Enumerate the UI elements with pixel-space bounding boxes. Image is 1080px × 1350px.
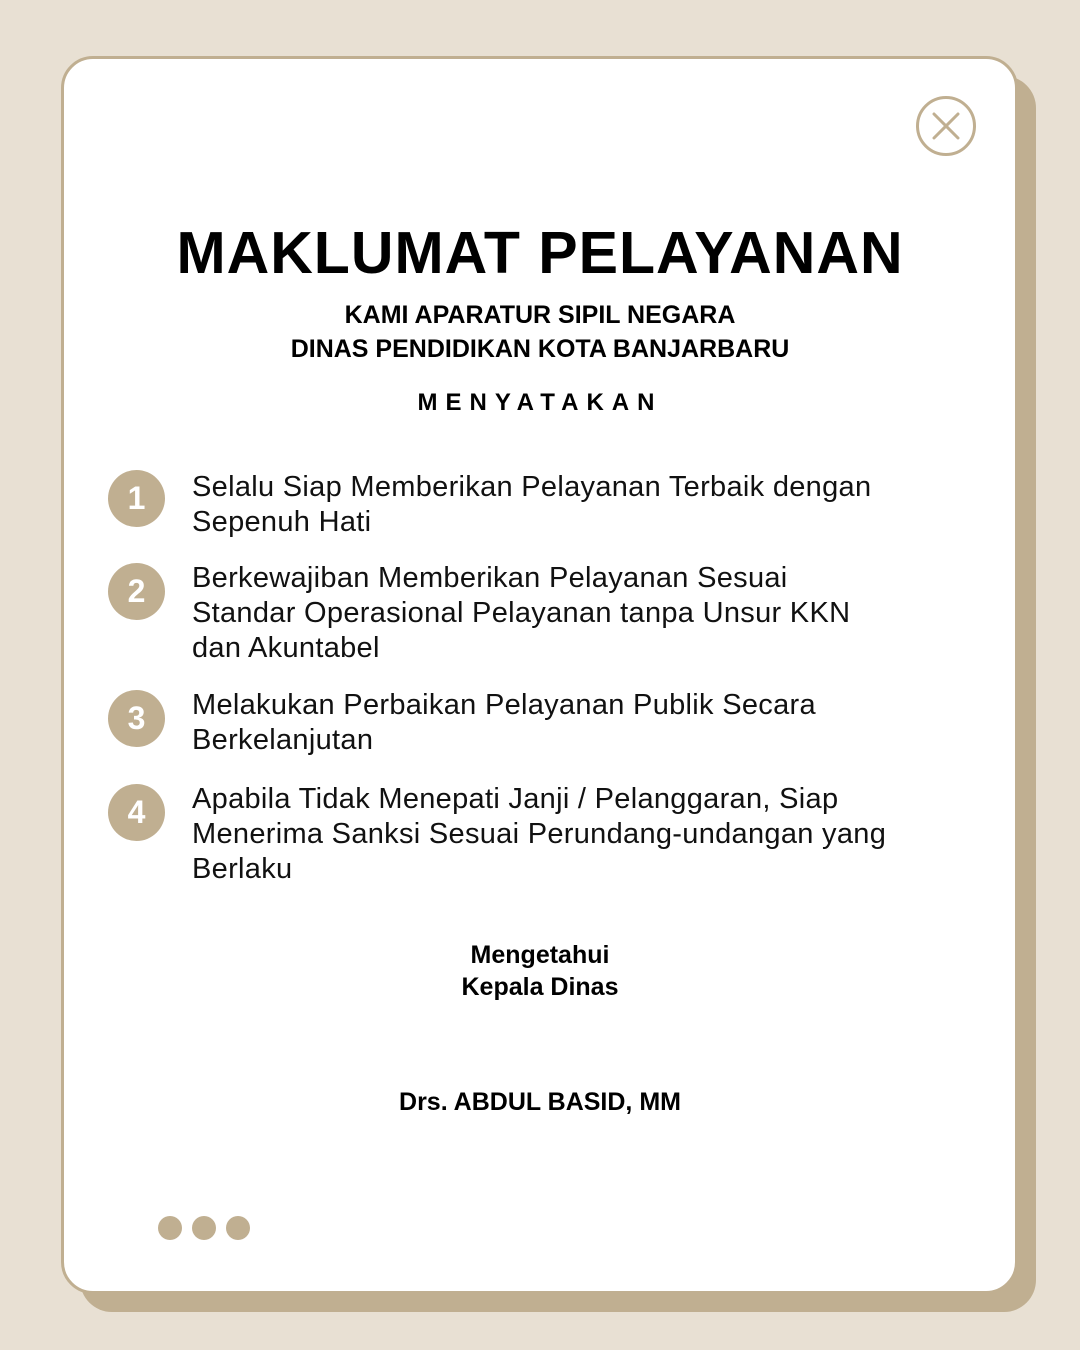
close-button[interactable]: [916, 96, 976, 156]
more-dots-icon[interactable]: [158, 1216, 260, 1240]
item-text: [192, 782, 992, 887]
number-badge: 1: [108, 470, 165, 527]
number-badge: 3: [108, 690, 165, 747]
item-line: Menerima Sanksi Sesuai Perundang-undangan yang: [192, 818, 887, 850]
item-line: Sepenuh Hati: [192, 506, 372, 538]
item-line: Berlaku: [192, 853, 293, 885]
signature-name: Drs. ABDUL BASID, MM: [399, 1088, 681, 1116]
item-line: Apabila Tidak Menepati Janji / Pelanggaran, Siap: [192, 783, 839, 815]
item-line: Berkewajiban Memberikan Pelayanan Sesuai: [192, 562, 788, 594]
item-line: Melakukan Perbaikan Pelayanan Publik Secara: [192, 689, 816, 721]
page-title: MAKLUMAT PELAYANAN: [176, 220, 904, 286]
item-text: [192, 688, 992, 758]
signature-acknowledged: Mengetahui: [470, 941, 610, 969]
dot: [226, 1216, 250, 1240]
subtitle-line-1: KAMI APARATUR SIPIL NEGARA: [344, 301, 736, 329]
item-text: [192, 561, 992, 666]
number-badge: 2: [108, 563, 165, 620]
item-line: Berkelanjutan: [192, 724, 374, 756]
declares-heading: MENYATAKAN: [417, 389, 663, 416]
close-icon: [919, 99, 973, 153]
item-line: Standar Operasional Pelayanan tanpa Unsur KKN: [192, 597, 851, 629]
subtitle: [0, 298, 1080, 366]
item-text: [192, 470, 992, 540]
number-badge: 4: [108, 784, 165, 841]
dot: [158, 1216, 182, 1240]
dot: [192, 1216, 216, 1240]
item-line: Selalu Siap Memberikan Pelayanan Terbaik dengan: [192, 471, 872, 503]
signature-position: Kepala Dinas: [461, 973, 619, 1001]
item-line: dan Akuntabel: [192, 632, 380, 664]
subtitle-line-2: DINAS PENDIDIKAN KOTA BANJARBARU: [290, 335, 790, 363]
